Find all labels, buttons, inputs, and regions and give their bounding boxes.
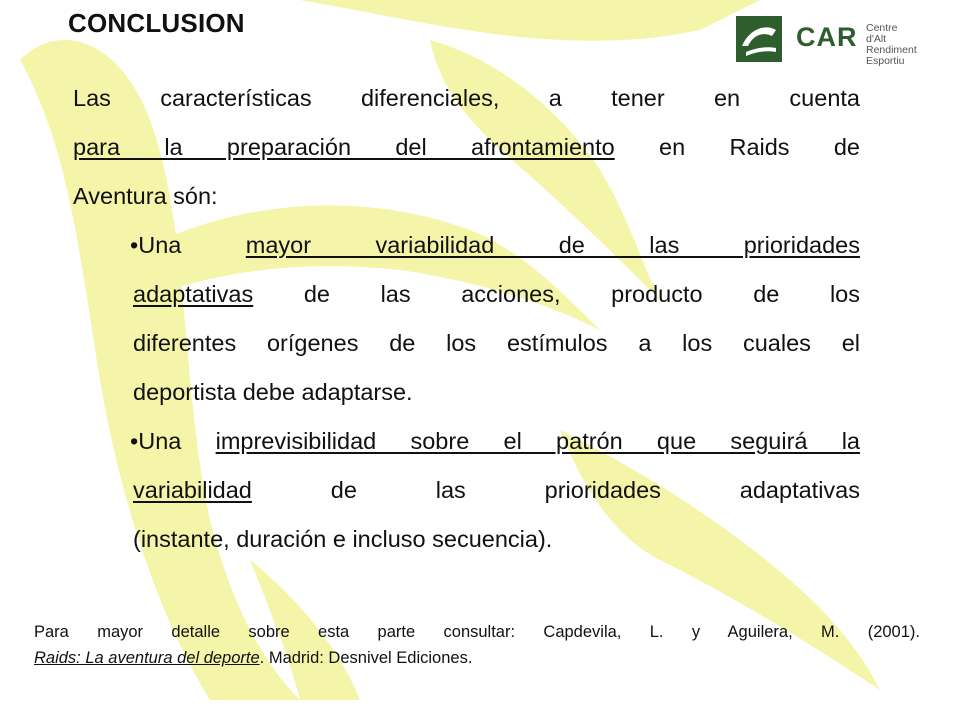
reference-line: [34, 645, 920, 671]
bullet-text: de las acciones, producto de los: [253, 281, 860, 307]
slide-body: [73, 74, 860, 564]
bullet-text: de las prioridades adaptativas: [251, 477, 860, 503]
bullet-1-line: [73, 221, 860, 270]
bullet-1-line: [73, 270, 860, 319]
bullet-marker: •Una: [130, 428, 216, 454]
underlined-phrase: mayor variabilidad de las prioridades: [245, 232, 860, 258]
logo-subtitle-line: d'Alt Rendiment: [866, 33, 917, 56]
underlined-phrase: variabilidad: [133, 477, 252, 503]
car-logo-icon: [736, 16, 782, 62]
intro-line: [73, 123, 860, 172]
car-logo-subtitle: [866, 23, 932, 67]
car-logo: [736, 14, 932, 68]
bullet-2-line: [73, 466, 860, 515]
intro-line: Las características diferenciales, a tener en cuenta: [73, 85, 860, 111]
reference-note: [34, 619, 920, 671]
logo-subtitle-line: Esportiu: [866, 55, 905, 67]
underlined-phrase: adaptativas: [133, 281, 254, 307]
car-logo-text: CAR: [796, 22, 858, 52]
underlined-phrase: imprevisibilidad sobre el patrón que seguirá la: [215, 428, 860, 454]
bullet-2-line: [73, 417, 860, 466]
bullet-2-line: (instante, duración e incluso secuencia).: [133, 526, 553, 552]
intro-line: Aventura són:: [73, 183, 218, 209]
bullet-1-line: deportista debe adaptarse.: [133, 379, 413, 405]
bullet-marker: •Una: [130, 232, 246, 258]
bullet-1-line: diferentes orígenes de los estímulos a los cuales el: [133, 330, 860, 356]
intro-text: en Raids de: [614, 134, 860, 160]
reference-line: Para mayor detalle sobre esta parte consultar: Capdevila, L. y Aguilera, M. (2001).: [34, 623, 920, 641]
underlined-phrase: para la preparación del afrontamiento: [73, 134, 615, 160]
reference-book-title: Raids: La aventura del deporte: [34, 649, 260, 667]
reference-publisher: . Madrid: Desnivel Ediciones.: [259, 649, 473, 667]
logo-subtitle-line: Centre: [866, 22, 898, 34]
slide-title: CONCLUSION: [68, 8, 245, 38]
